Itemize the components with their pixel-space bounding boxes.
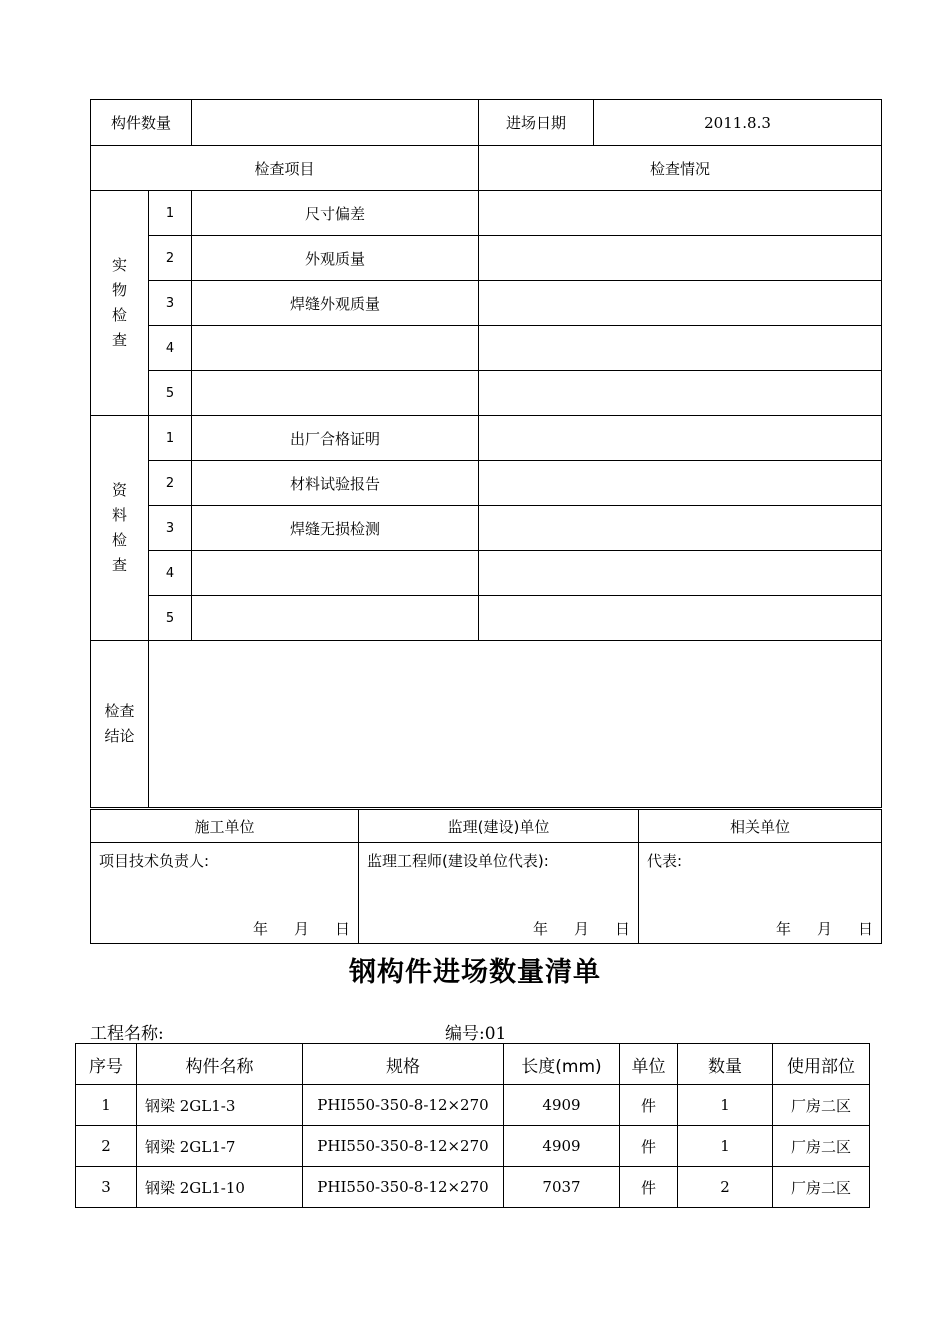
- table-cell: 7037: [504, 1167, 620, 1208]
- table-row: [91, 506, 882, 551]
- table-cell: 1: [678, 1085, 773, 1126]
- table-cell: 件: [620, 1167, 678, 1208]
- item-name: [192, 551, 479, 596]
- table-cell: 钢梁 2GL1-3: [137, 1085, 303, 1126]
- item-status: [479, 506, 882, 551]
- quantity-value: [192, 100, 479, 146]
- date-line: 年 月 日: [532, 920, 630, 938]
- table-cell: 4909: [504, 1085, 620, 1126]
- item-name: 外观质量: [192, 236, 479, 281]
- document-group-label: 资 料 检 查: [91, 416, 149, 641]
- table-row: [91, 461, 882, 506]
- table-cell: 2: [76, 1126, 137, 1167]
- supervision-signature-cell: [359, 843, 639, 944]
- serial-number-label: 编号:01: [445, 1024, 507, 1044]
- related-signature-cell: [639, 843, 882, 944]
- related-signer-label: 代表:: [647, 852, 683, 870]
- construction-signer-label: 项目技术负责人:: [99, 852, 210, 870]
- item-number: 1: [149, 191, 192, 236]
- table-cell: 2: [678, 1167, 773, 1208]
- item-name: 尺寸偏差: [192, 191, 479, 236]
- item-status: [479, 596, 882, 641]
- item-number: 4: [149, 326, 192, 371]
- date-line: 年 月 日: [252, 920, 350, 938]
- table-row: [91, 191, 882, 236]
- related-unit-header: 相关单位: [639, 810, 882, 843]
- item-status: [479, 191, 882, 236]
- column-header: 数量: [678, 1044, 773, 1085]
- table-row: [91, 281, 882, 326]
- table-cell: PHI550-350-8-12×270: [303, 1126, 504, 1167]
- item-status: [479, 551, 882, 596]
- item-name: 出厂合格证明: [192, 416, 479, 461]
- item-number: 1: [149, 416, 192, 461]
- table-cell: 1: [76, 1085, 137, 1126]
- table-row: [91, 551, 882, 596]
- date-value: 2011.8.3: [594, 100, 882, 146]
- table-row: [91, 596, 882, 641]
- table-cell: 件: [620, 1085, 678, 1126]
- item-status: [479, 326, 882, 371]
- table-row: [76, 1085, 870, 1126]
- item-name: 焊缝无损检测: [192, 506, 479, 551]
- quantity-label: 构件数量: [91, 100, 192, 146]
- inspection-table: [90, 99, 882, 808]
- item-name: 材料试验报告: [192, 461, 479, 506]
- item-number: 3: [149, 281, 192, 326]
- item-number: 4: [149, 551, 192, 596]
- table-cell: 厂房二区: [773, 1167, 870, 1208]
- table-row: [91, 416, 882, 461]
- item-number: 3: [149, 506, 192, 551]
- conclusion-label: 检查 结论: [91, 641, 149, 808]
- construction-signature-cell: [91, 843, 359, 944]
- table-row: [91, 236, 882, 281]
- header-row: [91, 100, 882, 146]
- item-number: 5: [149, 371, 192, 416]
- date-label: 进场日期: [479, 100, 594, 146]
- item-number: 2: [149, 461, 192, 506]
- item-name: [192, 371, 479, 416]
- column-header: 构件名称: [137, 1044, 303, 1085]
- table-cell: 钢梁 2GL1-7: [137, 1126, 303, 1167]
- table-row: [91, 326, 882, 371]
- date-line: 年 月 日: [775, 920, 873, 938]
- construction-unit-header: 施工单位: [91, 810, 359, 843]
- items-header: 检查项目: [91, 146, 479, 191]
- item-number: 5: [149, 596, 192, 641]
- table-cell: 1: [678, 1126, 773, 1167]
- conclusion-row: [91, 641, 882, 808]
- status-header: 检查情况: [479, 146, 882, 191]
- quantity-table: [75, 1043, 870, 1208]
- column-header: 序号: [76, 1044, 137, 1085]
- table-cell: 4909: [504, 1126, 620, 1167]
- item-number: 2: [149, 236, 192, 281]
- table-cell: 件: [620, 1126, 678, 1167]
- project-name-label: 工程名称:: [90, 1024, 164, 1044]
- item-status: [479, 236, 882, 281]
- table-row: [76, 1167, 870, 1208]
- table-cell: 3: [76, 1167, 137, 1208]
- quantity-list-title: 钢构件进场数量清单: [349, 957, 601, 988]
- item-status: [479, 281, 882, 326]
- item-name: [192, 596, 479, 641]
- table-cell: 厂房二区: [773, 1126, 870, 1167]
- item-status: [479, 416, 882, 461]
- table-cell: PHI550-350-8-12×270: [303, 1167, 504, 1208]
- supervision-unit-header: 监理(建设)单位: [359, 810, 639, 843]
- table-cell: 厂房二区: [773, 1085, 870, 1126]
- table-row: [91, 371, 882, 416]
- column-header: 规格: [303, 1044, 504, 1085]
- table-cell: 钢梁 2GL1-10: [137, 1167, 303, 1208]
- column-header-row: [91, 146, 882, 191]
- column-header: 长度(mm): [504, 1044, 620, 1085]
- item-status: [479, 371, 882, 416]
- physical-group-label: 实 物 检 查: [91, 191, 149, 416]
- column-header: 单位: [620, 1044, 678, 1085]
- table-cell: PHI550-350-8-12×270: [303, 1085, 504, 1126]
- column-header: 使用部位: [773, 1044, 870, 1085]
- item-name: 焊缝外观质量: [192, 281, 479, 326]
- item-status: [479, 461, 882, 506]
- item-name: [192, 326, 479, 371]
- table-row: [76, 1126, 870, 1167]
- table-header-row: [76, 1044, 870, 1085]
- signature-table: [90, 809, 882, 944]
- supervision-signer-label: 监理工程师(建设单位代表):: [367, 852, 549, 870]
- conclusion-value: [149, 641, 882, 808]
